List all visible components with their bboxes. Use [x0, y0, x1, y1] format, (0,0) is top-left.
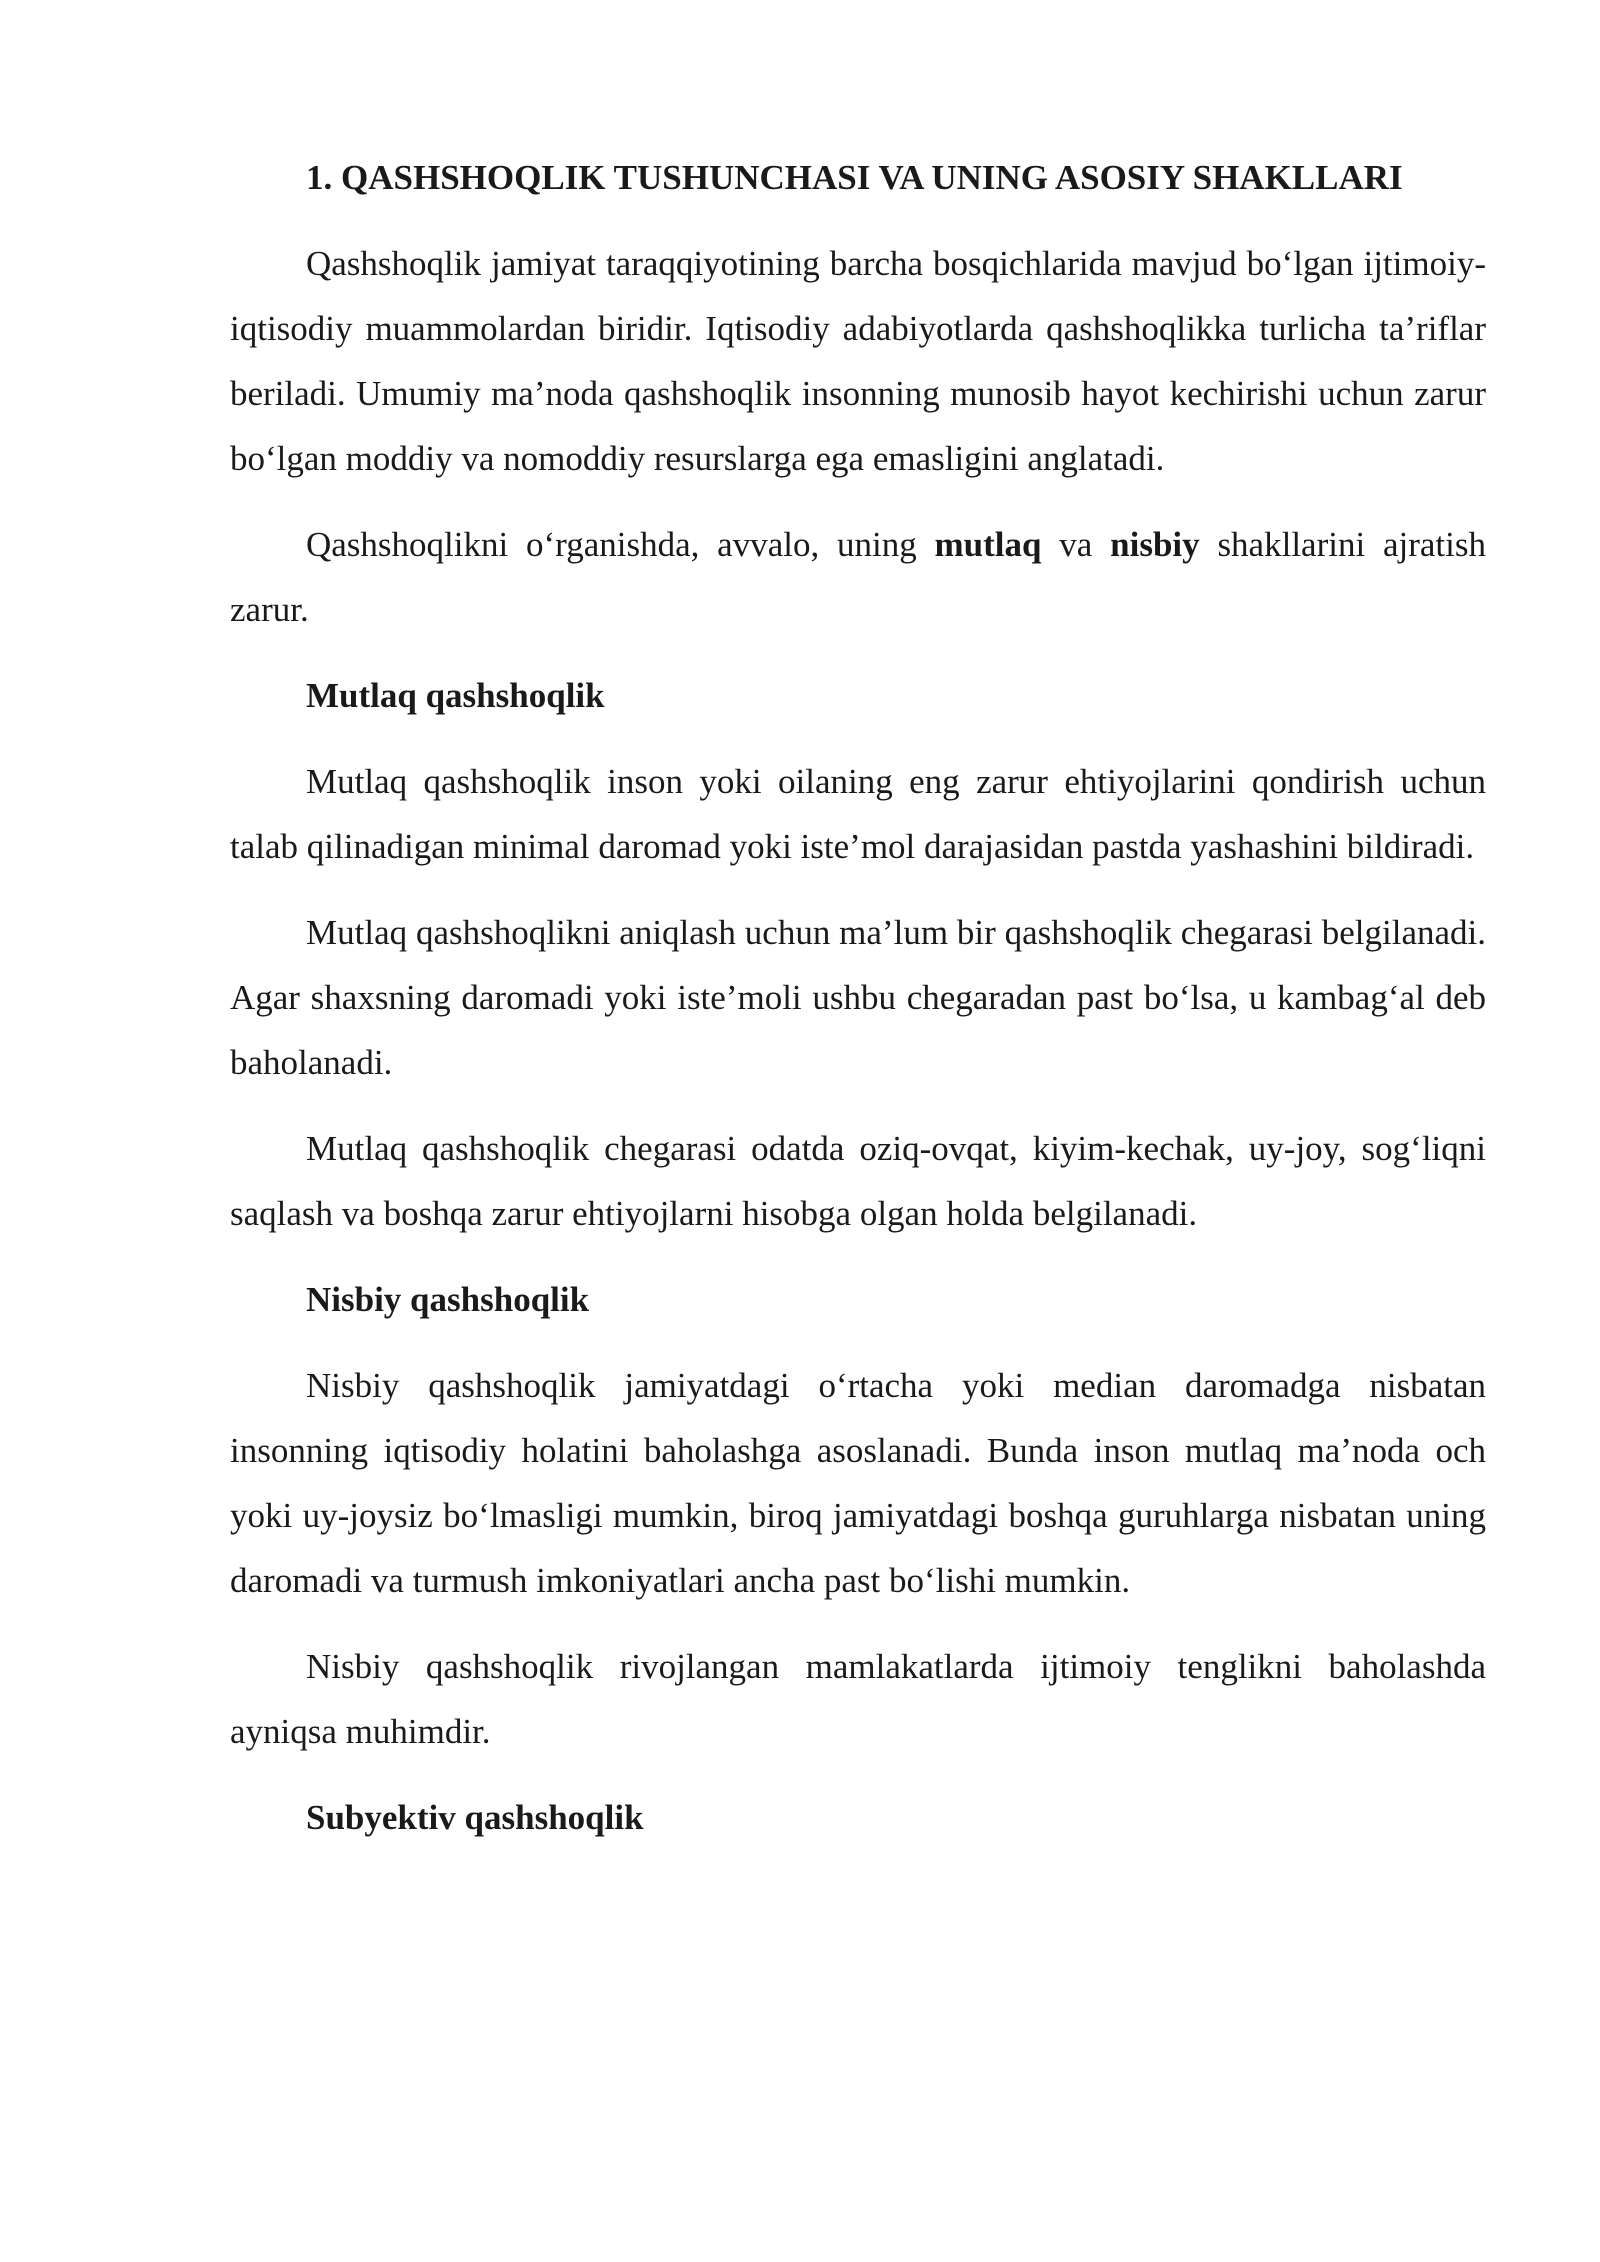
document-page [230, 145, 1486, 1871]
term-nisbiy: nisbiy [1110, 525, 1200, 564]
absolute-paragraph-2: Mutlaq qashshoqlikni aniqlash uchun ma’lum bir qashshoqlik chegarasi belgilanadi. Agar shaxsning daromadi yoki iste’moli ushbu chegaradan past bo‘lsa, u kambag‘al deb baholanadi. [230, 913, 1486, 1082]
absolute-paragraph-3: Mutlaq qashshoqlik chegarasi odatda oziq-ovqat, kiyim-kechak, uy-joy, sog‘liqni saqlash va boshqa zarur ehtiyojlarni hisobga olgan holda belgilanadi. [230, 1129, 1486, 1233]
forms-paragraph [230, 512, 1486, 642]
relative-paragraph-2: Nisbiy qashshoqlik rivojlangan mamlakatlarda ijtimoiy tenglikni baholashda ayniqsa muhimdir. [230, 1647, 1486, 1751]
forms-text-part3: shakllarini ajratish zarur. [230, 525, 1486, 629]
section-heading-relative: Nisbiy qashshoqlik [306, 1280, 590, 1319]
section-heading-subjective: Subyektiv qashshoqlik [306, 1798, 644, 1837]
document-title: 1. QASHSHOQLIK TUSHUNCHASI VA UNING ASOSIY SHAKLLARI [306, 158, 1403, 197]
absolute-paragraph-1: Mutlaq qashshoqlik inson yoki oilaning eng zarur ehtiyojlarini qondirish uchun talab qilinadigan minimal daromad yoki iste’mol darajasidan pastda yashashini bildiradi. [230, 762, 1486, 866]
intro-paragraph: Qashshoqlik jamiyat taraqqiyotining barcha bosqichlarida mavjud bo‘lgan ijtimoiy-iqtisodiy muammolardan biridir. Iqtisodiy adabiyotlarda qashshoqlikka turlicha ta’riflar beriladi. Umumiy ma’noda qashshoqlik insonning munosib hayot kechirishi uchun zarur bo‘lgan moddiy va nomoddiy resurslarga ega emasligini anglatadi. [230, 244, 1486, 478]
forms-text-part2: va [1041, 525, 1111, 564]
forms-text-part1: Qashshoqlikni o‘rganishda, avvalo, uning [306, 525, 935, 564]
relative-paragraph-1: Nisbiy qashshoqlik jamiyatdagi o‘rtacha yoki median daromadga nisbatan insonning iqtisodiy holatini baholashga asoslanadi. Bunda inson mutlaq ma’noda och yoki uy-joysiz bo‘lmasligi mumkin, biroq jamiyatdagi boshqa guruhlarga nisbatan uning daromadi va turmush imkoniyatlari ancha past bo‘lishi mumkin. [230, 1366, 1486, 1600]
term-mutlaq: mutlaq [934, 525, 1042, 564]
section-heading-absolute: Mutlaq qashshoqlik [306, 676, 605, 715]
